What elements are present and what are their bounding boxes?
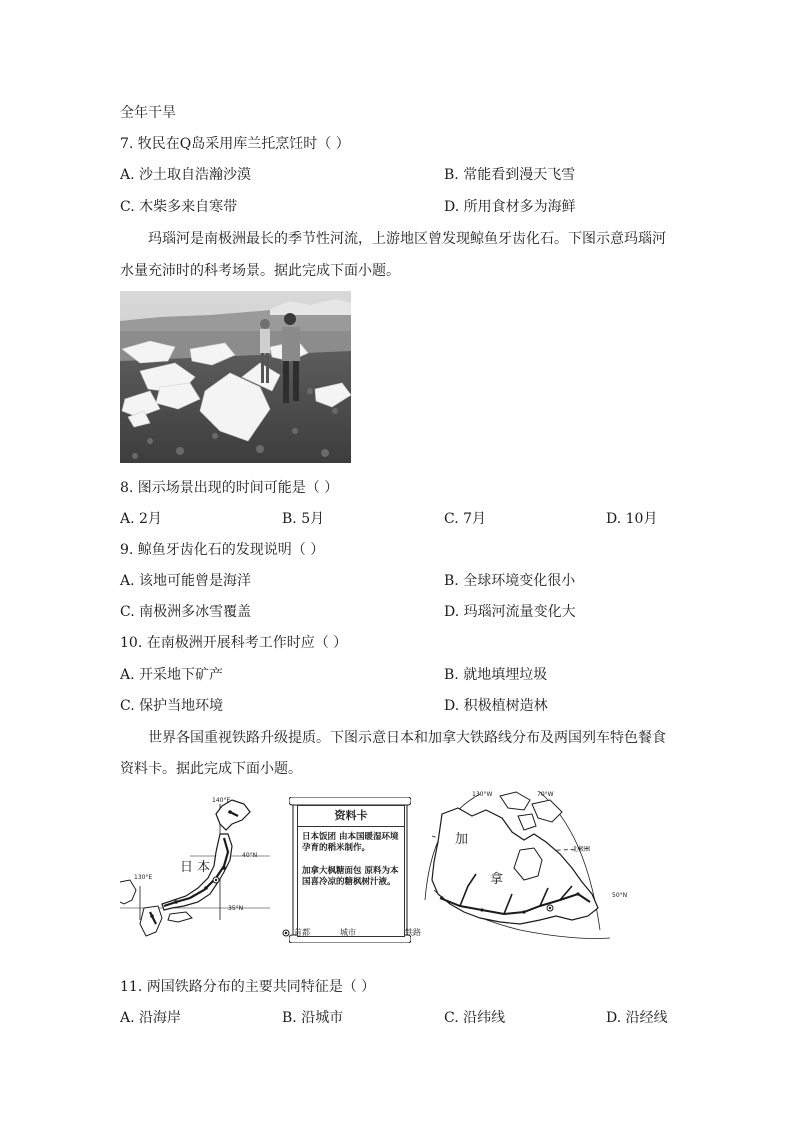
lon-70w-label: 70°W [537,791,554,798]
canada-label-2: 拿 [490,872,504,887]
q11-option-c: C. 沿纬线 [444,1010,506,1026]
lon-140e-label: 140°E [212,797,231,804]
data-card-title: 资料卡 [334,809,368,822]
antarctic-field-photo [120,291,351,463]
q8-option-c: C. 7月 [444,511,487,527]
q8-option-d: D. 10月 [606,511,658,527]
q8-option-a: A. 2月 [120,511,162,527]
q10-option-d: D. 积极植树造林 [444,698,548,714]
passage1-line1: 玛瑙河是南极洲最长的季节性河流，上游地区曾发现鲸鱼牙齿化石。下图示意玛瑙河 [148,231,666,247]
q9-option-c: C. 南极洲多冰雪覆盖 [120,604,252,620]
lon-130e-label: 130°E [134,874,153,881]
passage2-line1: 世界各国重视铁路升级提质。下图示意日本和加拿大铁路线分布及两国列车特色餐食 [148,730,666,746]
lat-40n-label: 40°N [242,852,258,859]
q11-stem: 11. 两国铁路分布的主要共同特征是（ ） [120,979,376,995]
q10-option-b: B. 就地填埋垃圾 [444,667,548,683]
lon-130w-label: 130°W [472,791,493,798]
q8-option-b: B. 5月 [282,511,325,527]
data-card-body [297,805,405,937]
japan-label: 日 本 [180,860,211,875]
q8-stem: 8. 图示场景出现的时间可能是（ ） [120,480,339,496]
q7-option-d: D. 所用食材多为海鲜 [444,199,576,215]
passage1-line2: 水量充沛时的科考场景。据此完成下面小题。 [120,263,400,279]
legend-city: 城市 [340,928,356,937]
q7-option-a: A. 沙土取自浩瀚沙漠 [120,167,252,183]
lat-50n-label: 50°N [612,892,628,899]
q10-option-c: C. 保护当地环境 [120,698,224,714]
q11-option-a: A. 沿海岸 [120,1010,182,1026]
q9-stem: 9. 鲸鱼牙齿化石的发现说明（ ） [120,542,325,558]
data-card-text-canada: 加拿大枫糖面包 原料为本国喜冷凉的糖枫树汁液。 [302,866,399,887]
q9-option-b: B. 全球环境变化很小 [444,573,576,589]
canada-label-1: 加 [455,832,469,847]
q11-option-d: D. 沿经线 [606,1010,668,1026]
legend-capital: 首都 [294,928,310,937]
data-card [289,797,411,943]
lat-35n-label: 35°N [228,905,244,912]
arctic-circle-label: 北极圈 [572,846,591,853]
q7-stem: 7. 牧民在Q岛采用库兰托烹饪时（ ） [120,136,350,152]
data-card-text-japan: 日本饭团 由本国暖湿环境孕育的稻米制作。 [302,832,399,853]
q7-option-c: C. 木柴多来自寒带 [120,199,238,215]
legend-rail: 铁路 [405,928,421,937]
q9-option-a: A. 该地可能曾是海洋 [120,573,252,589]
q9-option-d: D. 玛瑙河流量变化大 [444,604,576,620]
q10-option-a: A. 开采地下矿产 [120,667,224,683]
header-tail: 全年干旱 [120,105,176,121]
q7-option-b: B. 常能看到漫天飞雪 [444,167,576,183]
data-card-divider [298,826,404,827]
q11-option-b: B. 沿城市 [282,1010,344,1026]
passage2-line2: 资料卡。据此完成下面小题。 [120,761,302,777]
q10-stem: 10. 在南极洲开展科考工作时应（ ） [120,635,348,651]
